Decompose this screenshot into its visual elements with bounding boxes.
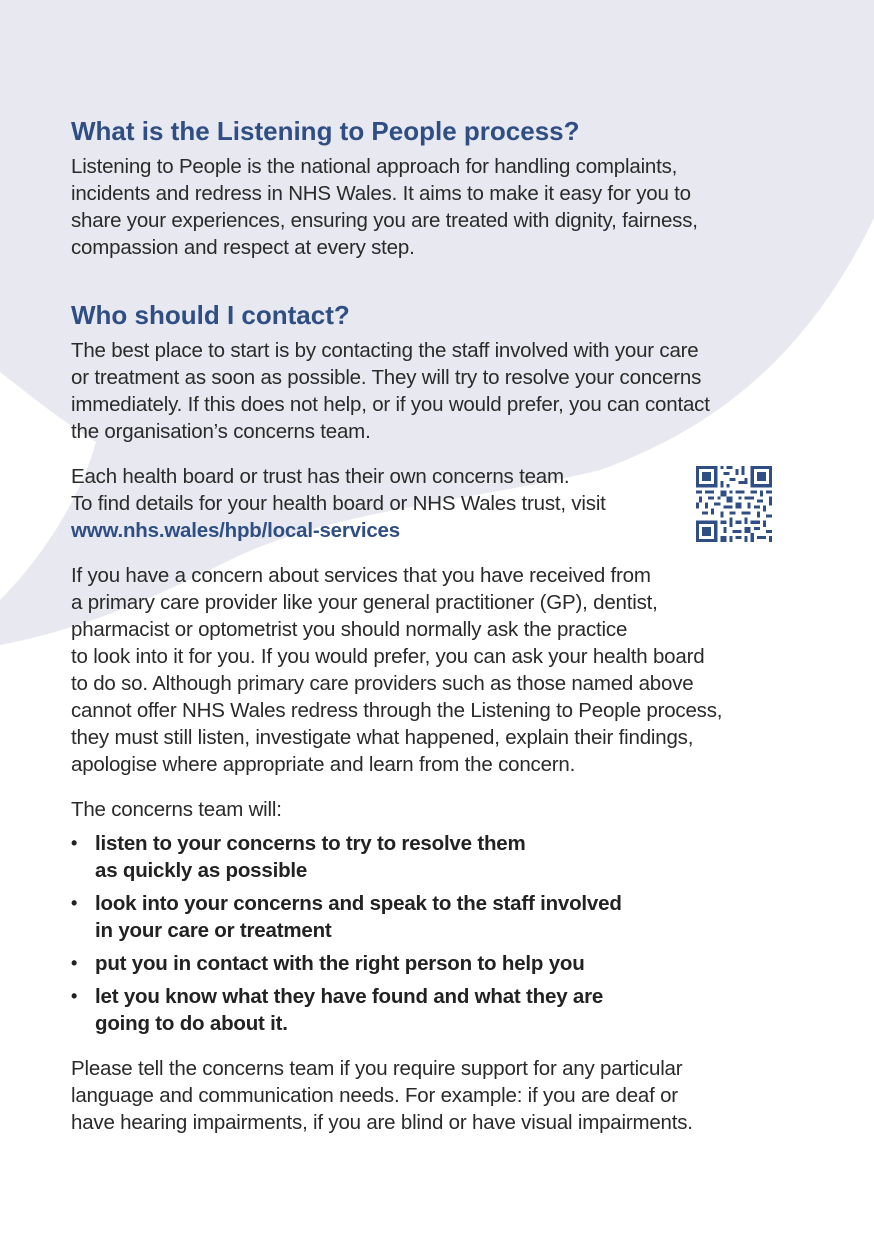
bullet-item: • look into your concerns and speak to the staff involved in your care or treatment xyxy=(71,892,622,942)
paragraph-line: share your experiences, ensuring you are treated with dignity, fairness, xyxy=(71,209,698,232)
paragraph-line: they must still listen, investigate what happened, explain their findings, xyxy=(71,726,694,749)
bullet-icon: • xyxy=(71,953,78,973)
paragraph-line: cannot offer NHS Wales redress through the Listening to People process, xyxy=(71,699,723,722)
paragraph-line: Listening to People is the national approach for handling complaints, xyxy=(71,155,678,178)
paragraph-line: or treatment as soon as possible. They will try to resolve your concerns xyxy=(71,366,702,389)
concerns-team-intro: The concerns team will: xyxy=(71,798,282,821)
bullet-item: • put you in contact with the right person to help you xyxy=(71,952,585,975)
paragraph-line: apologise where appropriate and learn from the concern. xyxy=(71,753,576,776)
bullet-icon: • xyxy=(71,833,78,853)
paragraph-line: language and communication needs. For example: if you are deaf or xyxy=(71,1084,678,1107)
heading-listening-process: What is the Listening to People process? xyxy=(71,116,580,146)
paragraph-line: incidents and redress in NHS Wales. It aims to make it easy for you to xyxy=(71,182,691,205)
bullet-icon: • xyxy=(71,986,78,1006)
paragraph-line: the organisation’s concerns team. xyxy=(71,420,371,443)
paragraph-line: to do so. Although primary care providers such as those named above xyxy=(71,672,694,695)
paragraph-line: have hearing impairments, if you are blind or have visual impairments. xyxy=(71,1111,693,1134)
paragraph-line: If you have a concern about services that you have received from xyxy=(71,564,651,587)
paragraph-line: Please tell the concerns team if you require support for any particular xyxy=(71,1057,683,1080)
qr-code-icon[interactable] xyxy=(696,466,772,542)
bullet-item: • listen to your concerns to try to resolve them as quickly as possible xyxy=(71,832,526,882)
paragraph-line: pharmacist or optometrist you should normally ask the practice xyxy=(71,618,628,641)
paragraph-line: to look into it for you. If you would prefer, you can ask your health board xyxy=(71,645,705,668)
paragraph-line: Each health board or trust has their own concerns team. xyxy=(71,465,570,488)
heading-who-to-contact: Who should I contact? xyxy=(71,300,350,330)
paragraph-line: To find details for your health board or NHS Wales trust, visit xyxy=(71,492,606,515)
bullet-item: • let you know what they have found and what they are going to do about it. xyxy=(71,985,604,1035)
local-services-link[interactable]: www.nhs.wales/hpb/local-services xyxy=(71,519,400,542)
paragraph-line: immediately. If this does not help, or if you would prefer, you can contact xyxy=(71,393,710,416)
paragraph-line: The best place to start is by contacting the staff involved with your care xyxy=(71,339,699,362)
paragraph-line: compassion and respect at every step. xyxy=(71,236,415,259)
paragraph-line: a primary care provider like your general practitioner (GP), dentist, xyxy=(71,591,658,614)
bullet-icon: • xyxy=(71,893,78,913)
